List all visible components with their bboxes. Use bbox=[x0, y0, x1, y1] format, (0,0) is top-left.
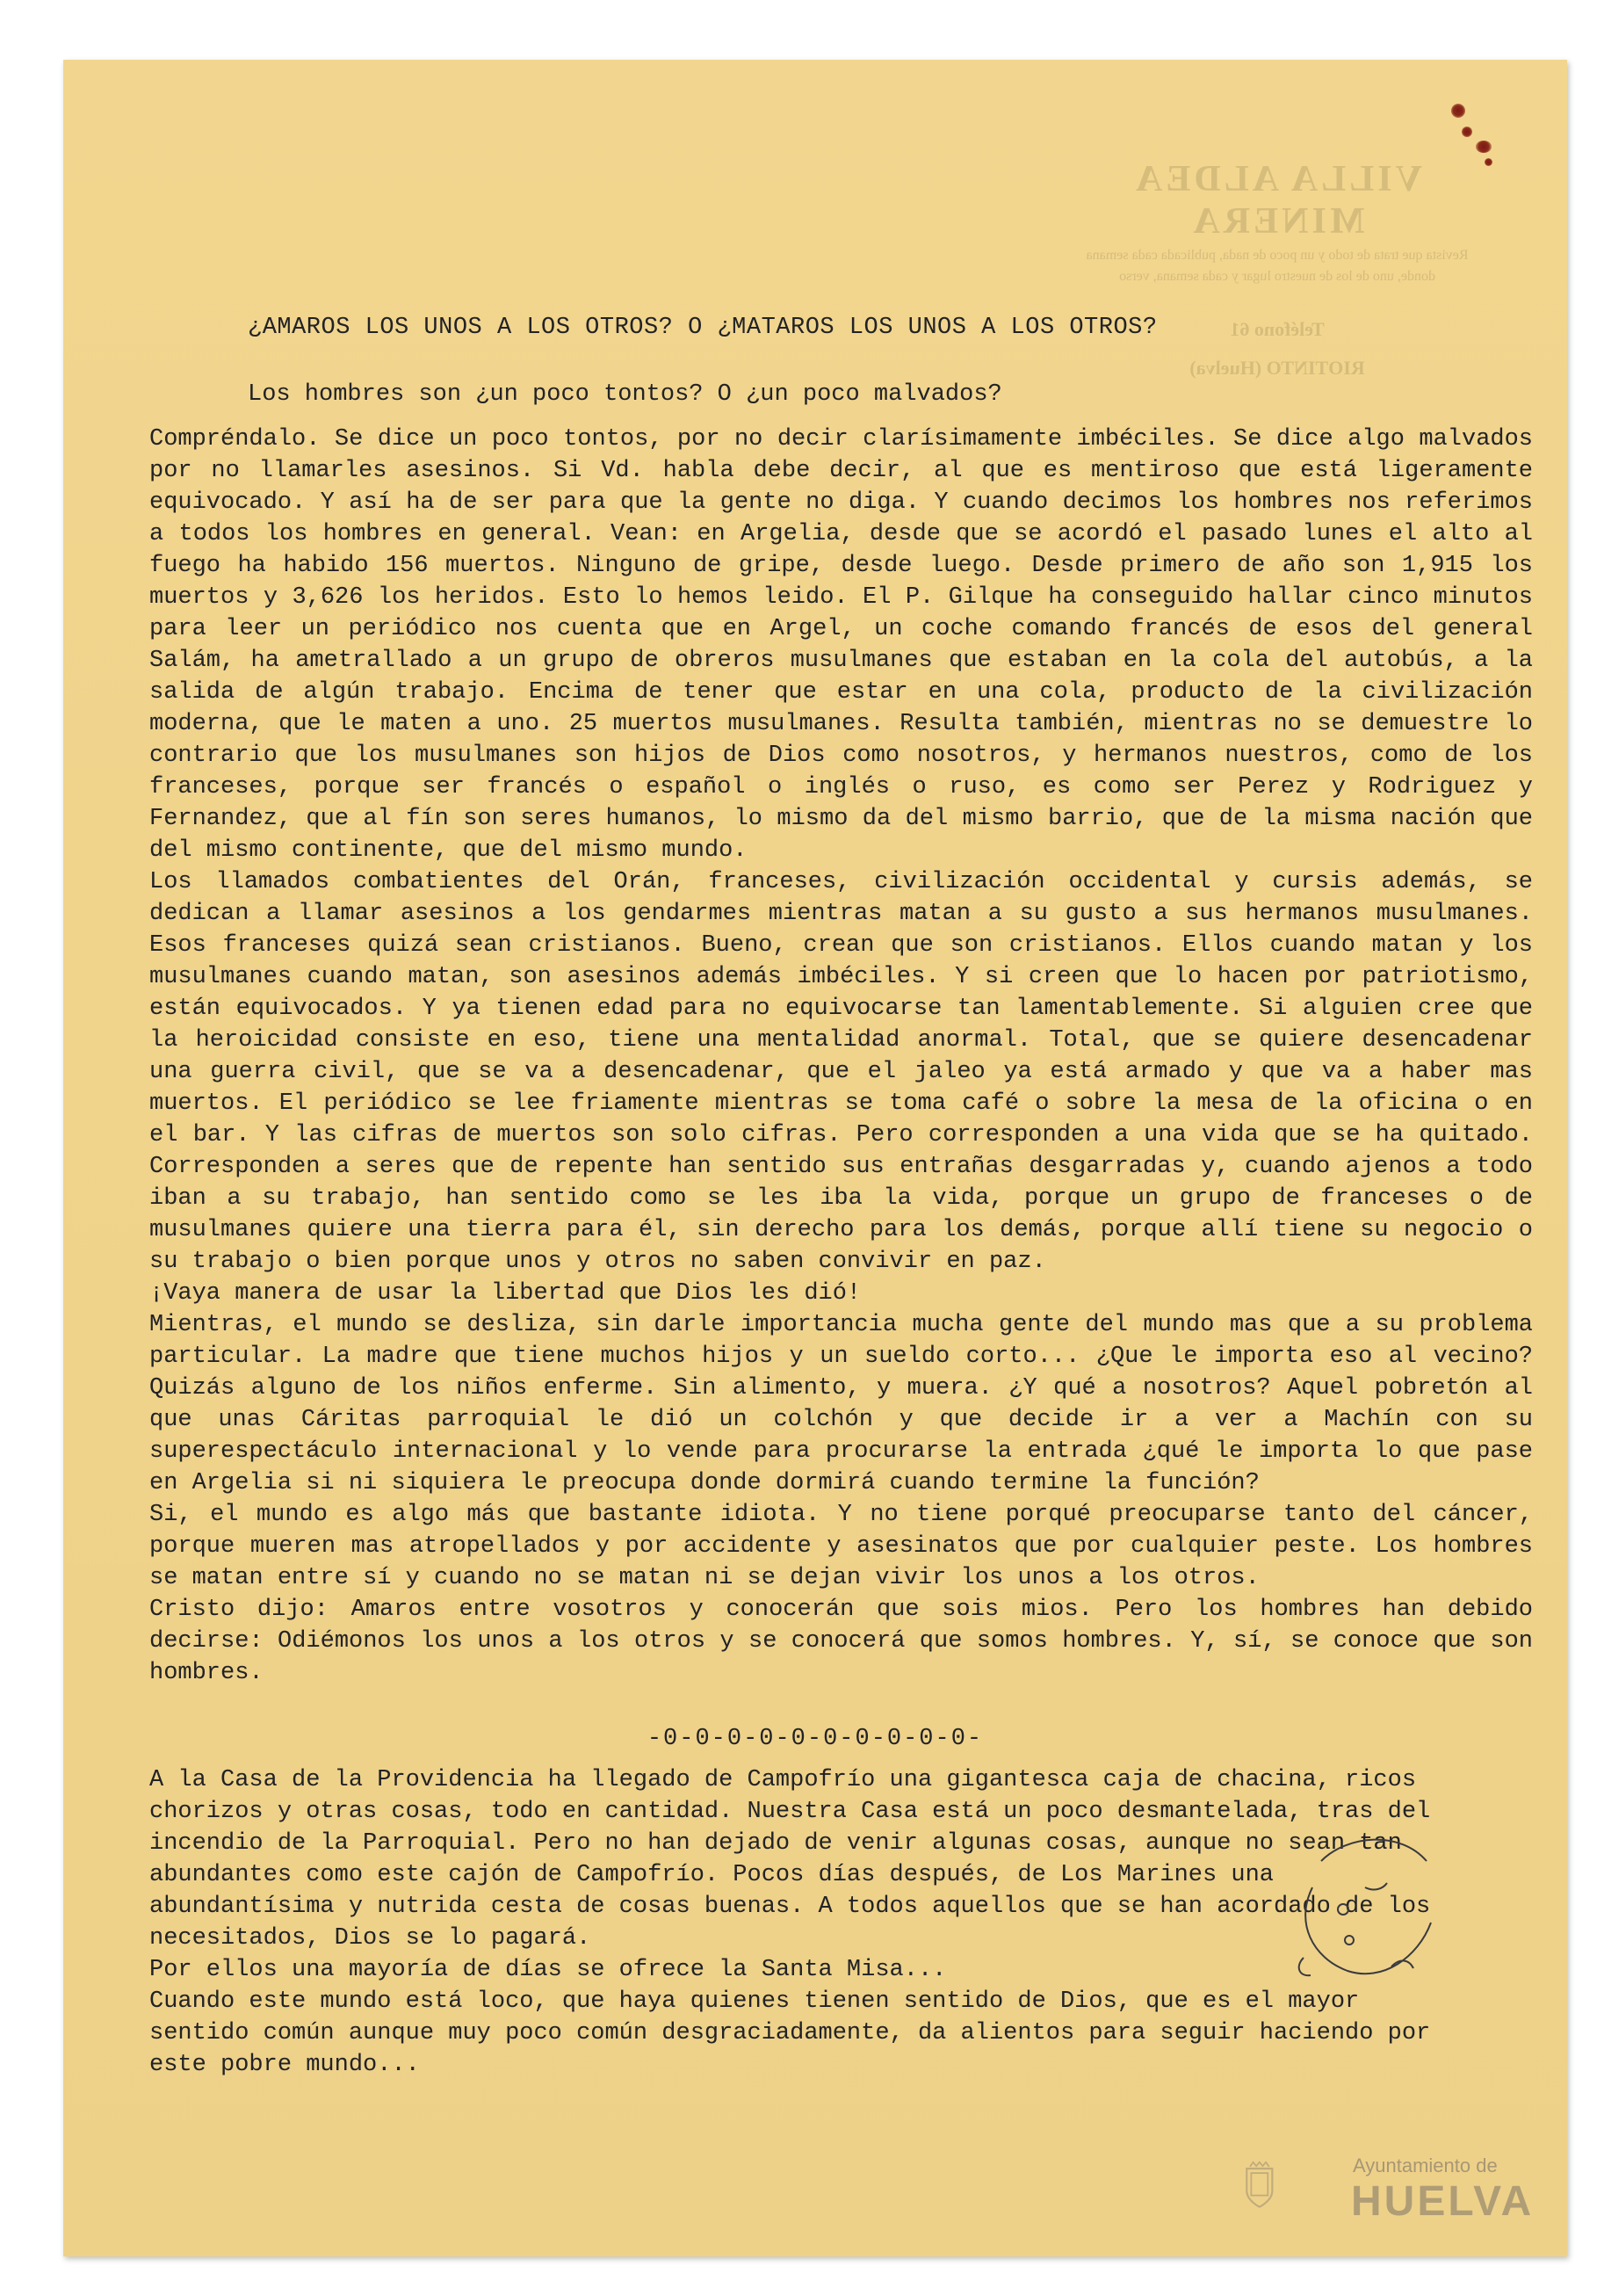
bleed-through-line: donde, uno de los de nuestro lugar y cada semana, verso bbox=[1119, 269, 1435, 284]
secondary-body bbox=[149, 1764, 1432, 2081]
bleed-through-line: Revista que trata de todo y un poco de nada, publicada cada semana bbox=[1086, 248, 1469, 263]
ink-stain bbox=[1451, 104, 1465, 118]
main-body bbox=[149, 424, 1533, 1689]
paragraph: Mientras, el mundo se desliza, sin darle importancia mucha gente del mundo mas que a su problema particular. La madre que tiene muchos hijos y un sueldo corto... ¿Que le importa eso al vecino? Quizás alguno de los niños enferme. Sin alimento, y muera. ¿Y qué a nosotros? Aquel pobretón al que unas Cáritas parroquial le dió un colchón y que decide ir a ver a Machín con su superespectáculo internacional y lo vende para procurarse la entrada ¿qué le importa lo que pase en Argelia si ni siquiera le preocupa donde dormirá cuando termine la función? bbox=[149, 1312, 1533, 1496]
paragraph: Por ellos una mayoría de días se ofrece la Santa Misa... bbox=[149, 1957, 947, 1983]
paragraph: A la Casa de la Providencia ha llegado de Campofrío una gigantesca caja de chacina, ricos chorizos y otras cosas, todo en cantidad. Nuestra Casa está un poco desmantelada, tras del incendio de la Parroquial. Pero no han dejado de venir algunas cosas, aunque no sean tan abundantes como este cajón de Campofrío. Pocos días después, de Los Marines una abundantísima y nutrida cesta de cosas buenas. A todos aquellos que se han acordado de los necesitados, Dios se lo pagará. bbox=[149, 1767, 1431, 1952]
opening-question: Los hombres son ¿un poco tontos? O ¿un poco malvados? bbox=[248, 381, 1002, 408]
paragraph: Compréndalo. Se dice un poco tontos, por no decir clarísimamente imbéciles. Se dice algo malvados por no llamarles asesinos. Si Vd. habla debe decir, al que es mentiroso que está ligeramente equivocado. Y así ha de ser para que la gente no diga. Y cuando decimos los hombres nos referimos a todos los hombres en general. Vean: en Argelia, desde que se acordó el pasado lunes el alto al fuego ha habido 156 muertos. Ninguno de gripe, desde luego. Desde primero de año son 1,915 los muertos y 3,626 los heridos. Esto lo hemos leido. El P. Gilque ha conseguido hallar cinco minutos para leer un periódico nos cuenta que en Argel, un coche comando francés de esos del general Salám, ha ametrallado a un grupo de obreros musulmanes que estaban en la cola del autobús, a la salida de algún trabajo. Encima de tener que estar en una cola, producto de la civilización moderna, que le maten a uno. 25 muertos musulmanes. Resulta también, mientras no se demuestre lo contrario que los musulmanes son hijos de Dios como nosotros, y hermanos nuestros, como de los franceses, porque ser francés o español o inglés o ruso, es como ser Perez y Rodriguez y Fernandez, que al fín son seres humanos, lo mismo da del mismo barrio, que de la misma nación que del mismo continente, que del mismo mundo. bbox=[149, 426, 1533, 864]
bleed-through-location: RIOTINTO (Huelva) bbox=[1189, 357, 1365, 379]
bleed-through-title: VILLA ALDEA MINERA bbox=[1132, 159, 1422, 242]
paragraph: Cuando este mundo está loco, que haya quienes tienen sentido de Dios, que es el mayor sentido común aunque muy poco común desgraciadamente, da alientos para seguir haciendo por este pobre mundo... bbox=[149, 1988, 1431, 2078]
bleed-through-telefono: Teléfono 61 bbox=[1230, 318, 1325, 340]
ink-stain bbox=[1462, 127, 1472, 137]
face-doodle-icon bbox=[1286, 1826, 1453, 1993]
bleed-through-letterhead bbox=[1049, 158, 1506, 380]
watermark-line-1: Ayuntamiento de bbox=[1353, 2155, 1498, 2176]
document-title: ¿AMAROS LOS UNOS A LOS OTROS? O ¿MATAROS LOS UNOS A LOS OTROS? bbox=[248, 315, 1158, 341]
paragraph: Si, el mundo es algo más que bastante idiota. Y no tiene porqué preocuparse tanto del cáncer, porque mueren mas atropellados y por accidente y asesinatos que por cualquier peste. Los hombres se matan entre sí y cuando no se matan ni se dejan vivir los unos a los otros. bbox=[149, 1502, 1533, 1591]
document-sheet bbox=[63, 60, 1567, 2256]
ink-stain bbox=[1476, 141, 1492, 153]
paragraph: Cristo dijo: Amaros entre vosotros y conocerán que sois mios. Pero los hombres han debido decirse: Odiémonos los unos a los otros y se conocerá que somos hombres. Y, sí, se conoce que son hombres. bbox=[149, 1597, 1533, 1686]
section-separator: -0-0-0-0-0-0-0-0-0-0- bbox=[647, 1726, 984, 1752]
ink-stain bbox=[1485, 158, 1492, 166]
paragraph: ¡Vaya manera de usar la libertad que Dios les dió! bbox=[149, 1280, 862, 1307]
paragraph: Los llamados combatientes del Orán, franceses, civilización occidental y cursis además, se dedican a llamar asesinos a los gendarmes mientras matan a su gusto a sus hermanos musulmanes. Esos franceses quizá sean cristianos. Bueno, crean que son cristianos. Ellos cuando matan y los musulmanes cuando matan, son asesinos además imbéciles. Y si creen que lo hacen por patriotismo, están equivocados. Y ya tienen edad para no equivocarse tan lamentablemente. Si alguien cree que la heroicidad consiste en eso, tiene una mentalidad anormal. Total, que se quiere desencadenar una guerra civil, que se va a desencadenar, que el jaleo ya está armado y que va a haber mas muertos. El periódico se lee friamente mientras se toma café o sobre la mesa de la oficina o en el bar. Y las cifras de muertos son solo cifras. Pero corresponden a una vida que se ha quitado. Corresponden a seres que de repente han sentido sus entrañas desgarradas y, cuando ajenos a todo iban a su trabajo, han sentido como se les iba la vida, porque un grupo de franceses o de musulmanes quiere una tierra para él, sin derecho para los demás, porque allí tiene su negocio o su trabajo o bien porque unos y otros no saben convivir en paz. bbox=[149, 869, 1533, 1275]
watermark-line-2: HUELVA bbox=[1351, 2178, 1535, 2225]
ayuntamiento-crest-icon bbox=[1240, 2120, 1346, 2252]
